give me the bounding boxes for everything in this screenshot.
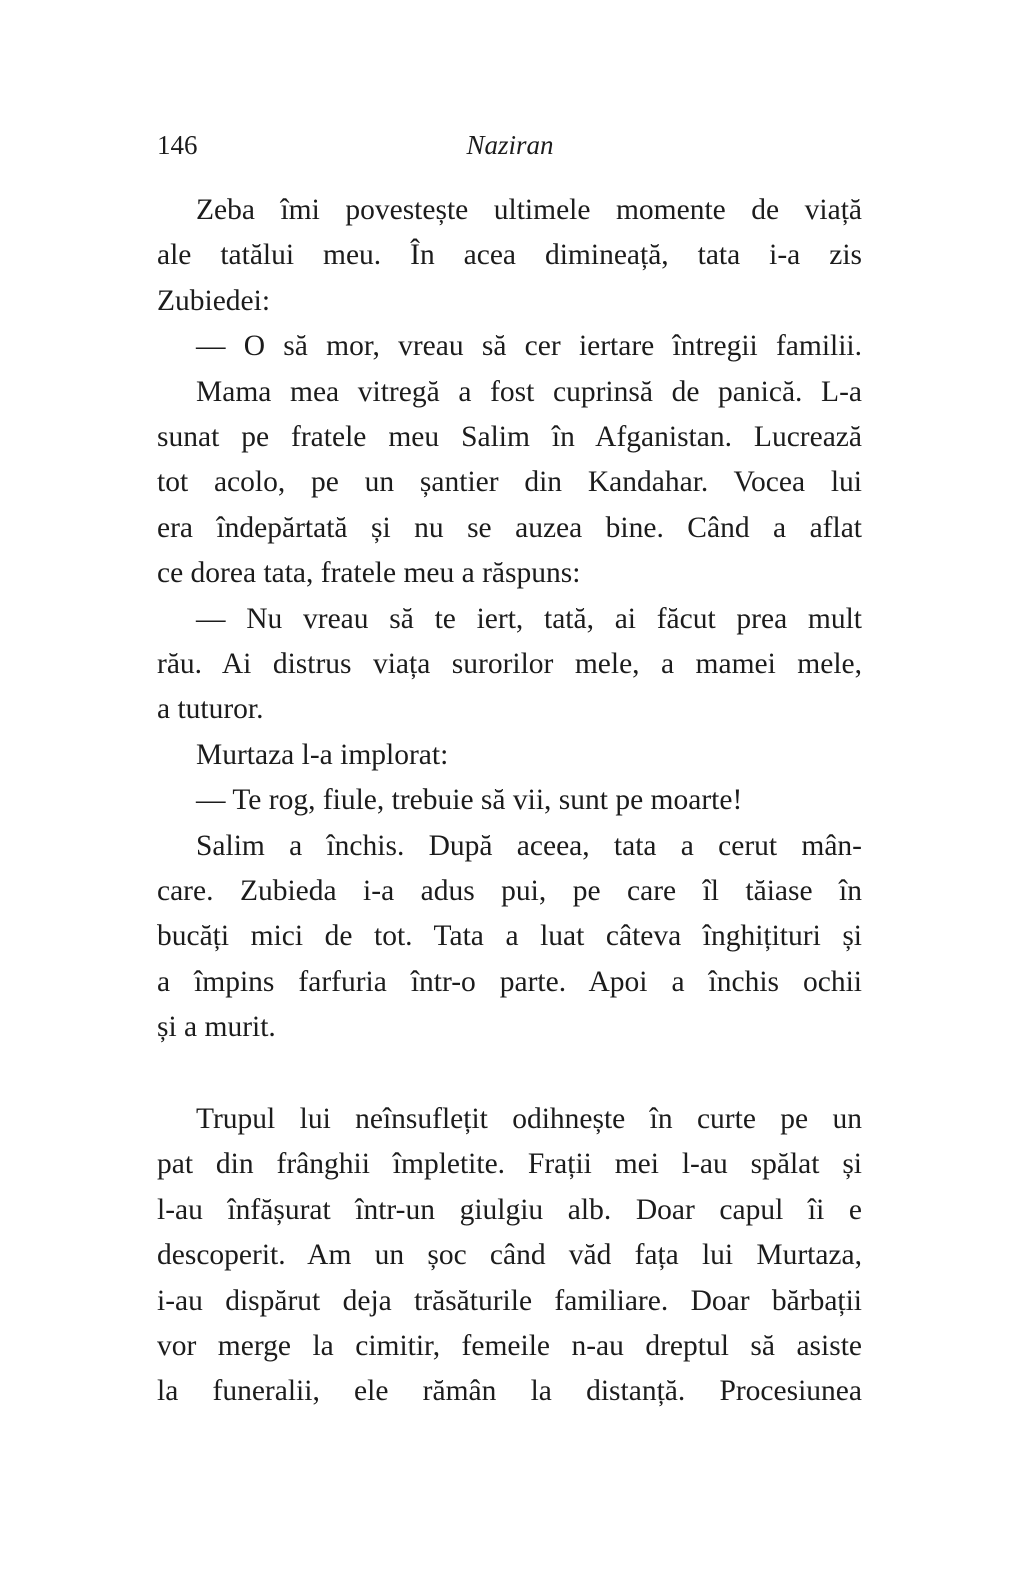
text-line: care. Zubieda i-a adus pui, pe care îl tăiase în [157,875,862,907]
text-line: și a murit. [157,1011,276,1044]
text-line: — Nu vreau să te iert, tată, ai făcut prea mult [196,602,862,635]
text-line: l-au înfășurat într-un giulgiu alb. Doar capul îi e [157,1193,862,1226]
text-line: ce dorea tata, fratele meu a răspuns: [157,557,581,590]
text-line: pat din frânghii împletite. Frații mei l-au spălat și [157,1148,862,1181]
text-line: Zeba îmi povestește ultimele momente de viață [196,194,862,226]
text-line: rău. Ai distrus viața surorilor mele, a mamei mele, [157,648,862,680]
running-title: Naziran [466,130,554,160]
text-line: bucăți mici de tot. Tata a luat câteva înghițituri și [157,920,862,953]
text-line: Murtaza l-a implorat: [196,738,449,771]
text-line: tot acolo, pe un șantier din Kandahar. Vocea lui [157,466,862,499]
text-line: Mama mea vitregă a fost cuprinsă de panică. L-a [196,375,862,408]
text-line: Salim a închis. După aceea, tata a cerut mân- [196,829,862,862]
text-line: Trupul lui neînsuflețit odihnește în curte pe un [196,1103,862,1135]
text-line: Zubiedei: [157,284,271,317]
text-line: — Te rog, fiule, trebuie să vii, sunt pe moarte! [196,784,743,817]
page-number: 146 [157,130,198,160]
text-line: ale tatălui meu. În acea dimineață, tata i-a zis [157,239,862,272]
text-line: sunat pe fratele meu Salim în Afganistan. Lucrează [157,421,862,453]
text-line: descoperit. Am un șoc când văd fața lui Murtaza, [157,1239,862,1272]
text-line: a împins farfuria într-o parte. Apoi a închis ochii [157,965,862,998]
text-line: vor merge la cimitir, femeile n-au dreptul să asiste [157,1330,862,1362]
text-line: — O să mor, vreau să cer iertare întregii familii. [196,330,862,363]
text-line: i-au dispărut deja trăsăturile familiare. Doar bărbații [157,1284,862,1317]
text-line: era îndepărtată și nu se auzea bine. Când a aflat [157,511,862,544]
text-line: a tuturor. [157,693,264,726]
text-line: la funeralii, ele rămân la distanță. Procesiunea [157,1375,862,1408]
